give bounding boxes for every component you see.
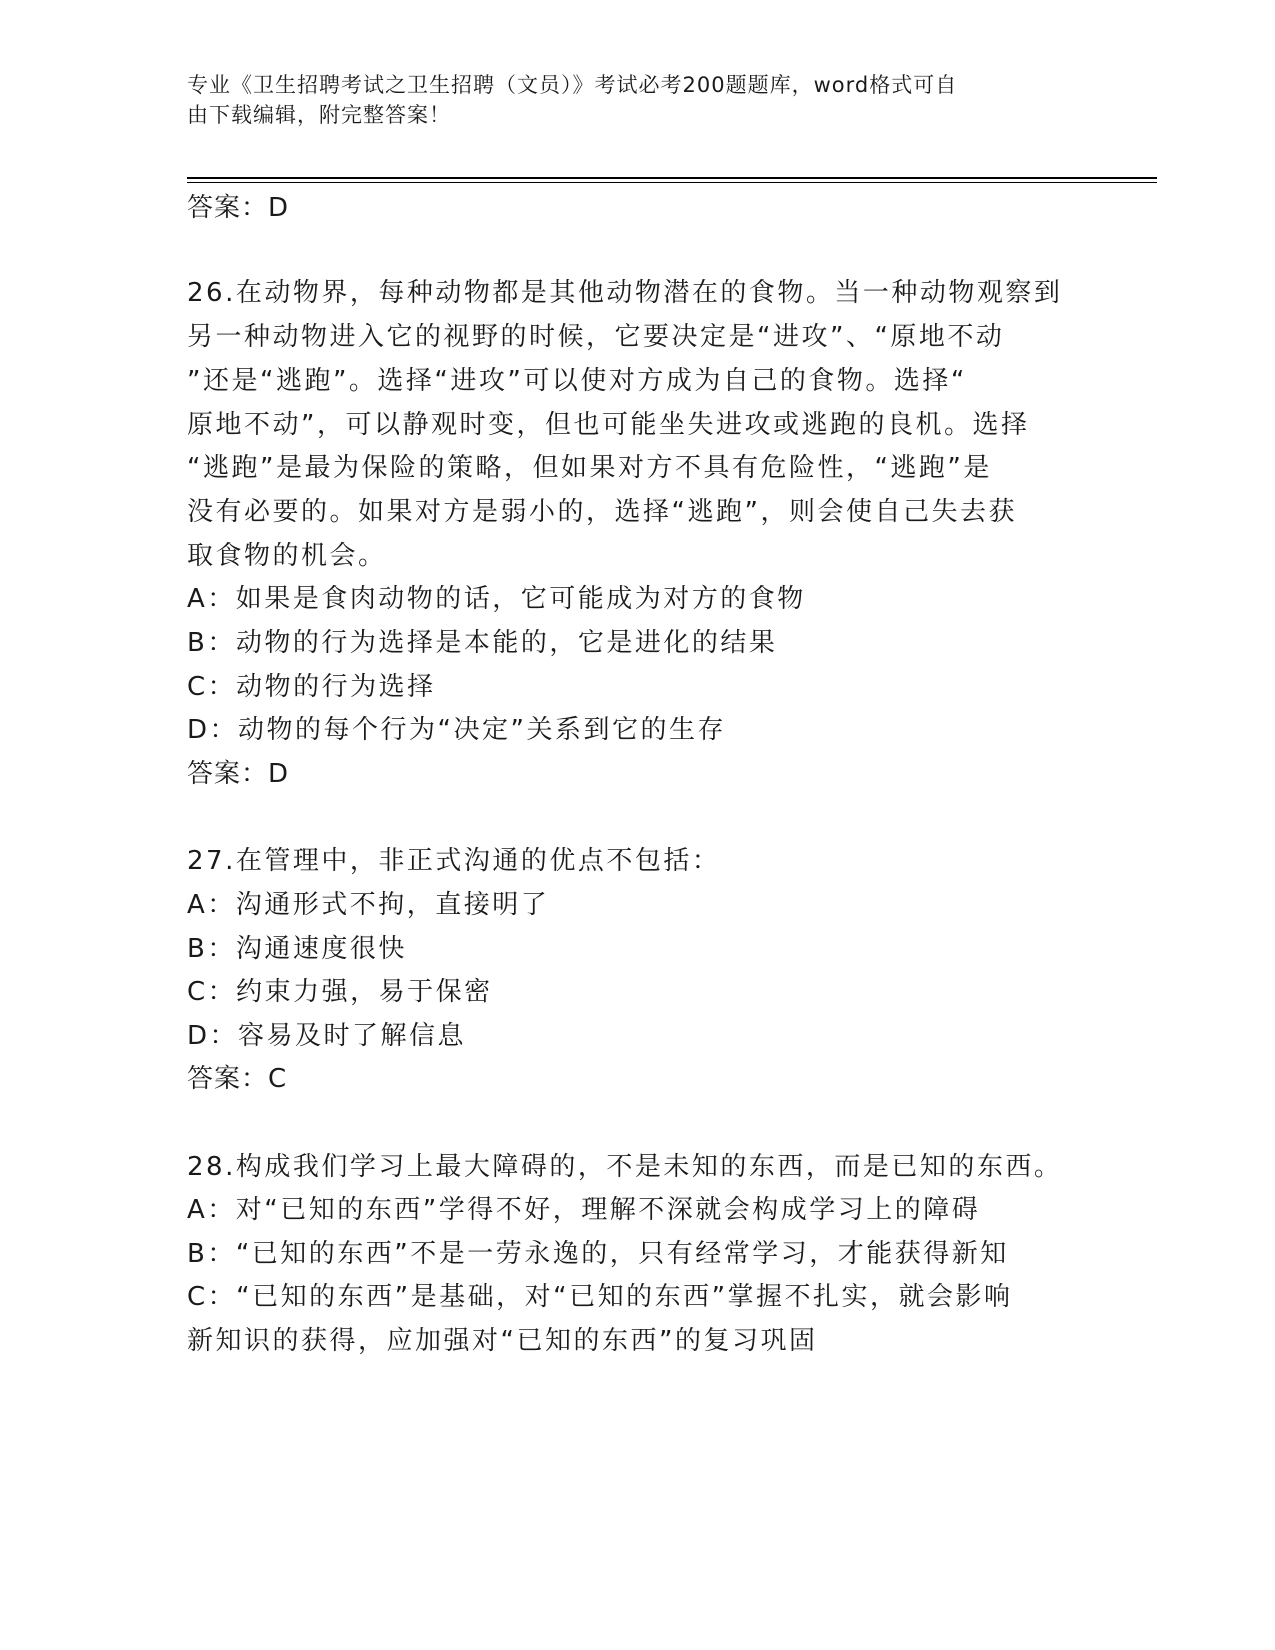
q26-stem-line: 没有必要的。如果对方是弱小的，选择“逃跑”，则会使自己失去获 (187, 497, 1017, 527)
q26-stem-line: 另一种动物进入它的视野的时候，它要决定是“进攻”、“原地不动 (187, 322, 1005, 352)
q27-option-c: C：约束力强，易于保密 (187, 977, 493, 1007)
header-rule-thick (187, 177, 1157, 179)
answer-25: 答案：D (187, 193, 290, 223)
header-line-2: 由下载编辑，附完整答案！ (187, 103, 451, 127)
q26-option-b: B：动物的行为选择是本能的，它是进化的结果 (187, 628, 778, 658)
q26-stem-line: 取食物的机会。 (187, 541, 387, 571)
q26-option-c: C：动物的行为选择 (187, 672, 436, 702)
header-line-1: 专业《卫生招聘考试之卫生招聘（文员）》考试必考200题题库，word格式可自 (187, 73, 958, 97)
q28-option-a: A：对“已知的东西”学得不好，理解不深就会构成学习上的障碍 (187, 1195, 981, 1225)
q27-answer: 答案：C (187, 1064, 288, 1094)
q26-stem-line: 原地不动”，可以静观时变，但也可能坐失进攻或逃跑的良机。选择 (187, 410, 1030, 440)
q27-option-d: D：容易及时了解信息 (187, 1021, 467, 1051)
q28-option-c-continued: 新知识的获得，应加强对“已知的东西”的复习巩固 (187, 1326, 818, 1356)
q26-option-a: A：如果是食肉动物的话，它可能成为对方的食物 (187, 584, 806, 614)
q27-option-a: A：沟通形式不拘，直接明了 (187, 890, 550, 920)
header-rule-thin (187, 182, 1157, 183)
q26-answer: 答案：D (187, 759, 290, 789)
q28-option-c: C：“已知的东西”是基础，对“已知的东西”掌握不扎实，就会影响 (187, 1282, 1013, 1312)
document-header (187, 70, 1067, 130)
q27-option-b: B：沟通速度很快 (187, 934, 407, 964)
q28-option-b: B：“已知的东西”不是一劳永逸的，只有经常学习，才能获得新知 (187, 1239, 1009, 1269)
q26-option-d: D：动物的每个行为“决定”关系到它的生存 (187, 715, 726, 745)
q28-stem: 28.构成我们学习上最大障碍的，不是未知的东西，而是已知的东西。 (187, 1152, 1063, 1182)
q26-stem-line: ”还是“逃跑”。选择“进攻”可以使对方成为自己的食物。选择“ (187, 366, 967, 396)
q26-stem-line: 26.在动物界，每种动物都是其他动物潜在的食物。当一种动物观察到 (187, 278, 1063, 308)
q27-stem: 27.在管理中，非正式沟通的优点不包括： (187, 846, 721, 876)
q26-stem-line: “逃跑”是最为保险的策略，但如果对方不具有危险性，“逃跑”是 (187, 453, 992, 483)
